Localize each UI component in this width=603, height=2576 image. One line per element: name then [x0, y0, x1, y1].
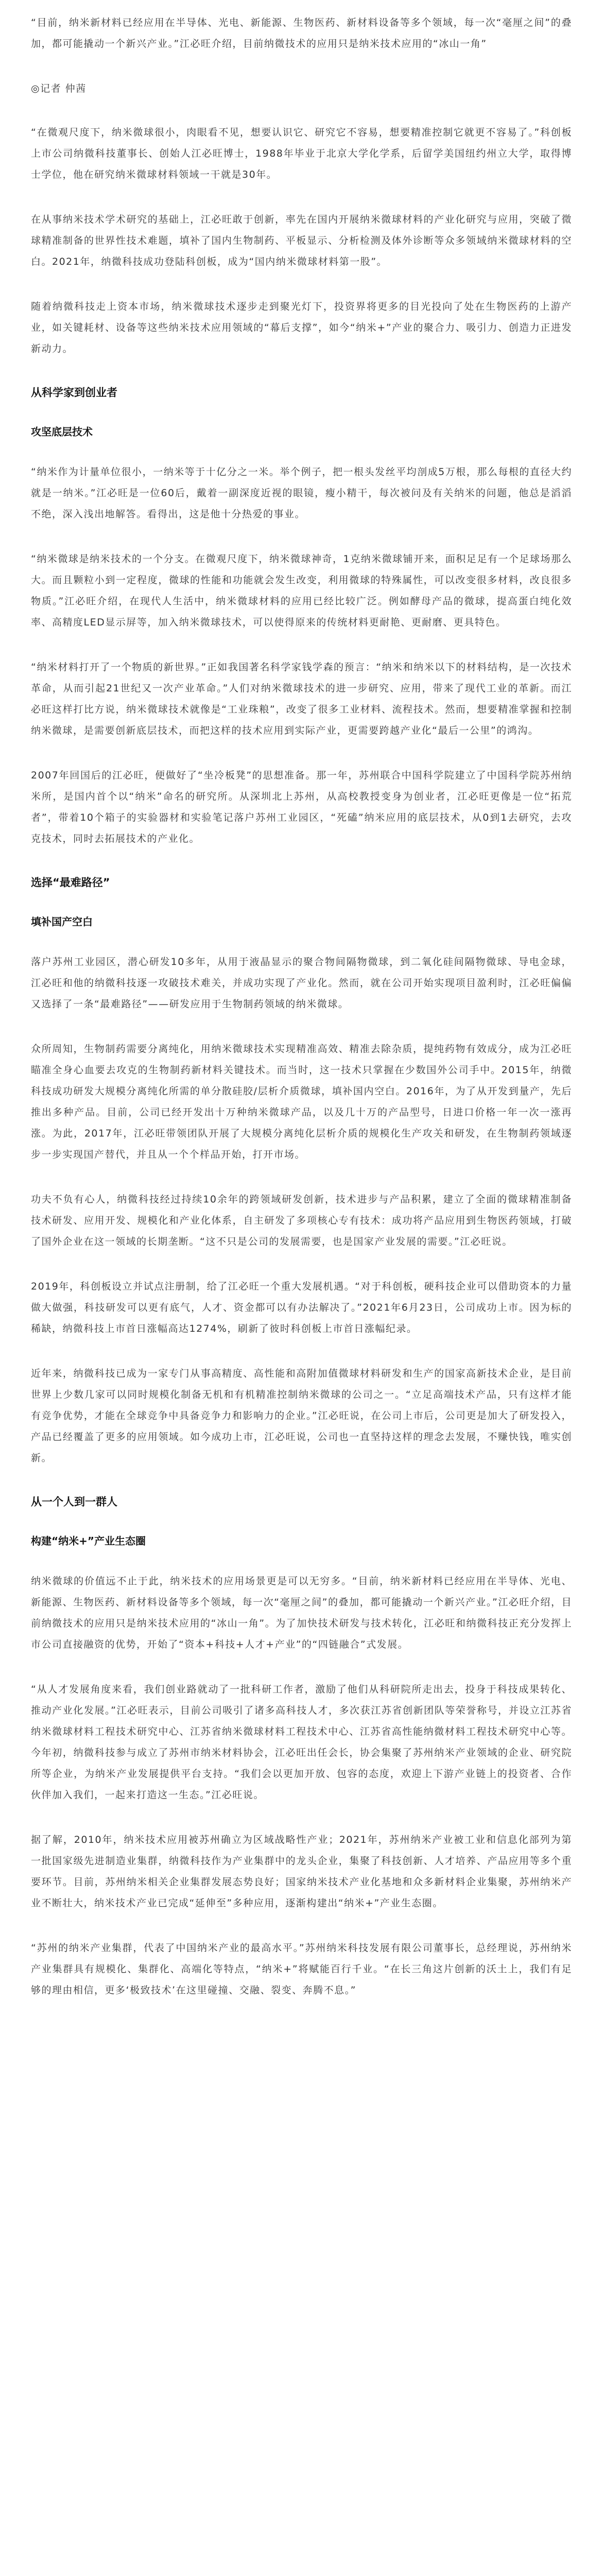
section-heading: 从一个人到一群人: [31, 1496, 117, 1508]
author-line: ◎记者 仲茜: [31, 83, 87, 94]
section-heading: 选择“最难路径”: [31, 876, 110, 889]
section-subheading: 攻坚底层技术: [31, 426, 93, 438]
paragraph: “从人才发展角度来看，我们创业路就动了一批科研工作者，激励了他们从科研院所走出去，投身于科技成果转化、推动产业化发展。”江必旺表示，目前公司吸引了诸多高科技人才，多次获江苏省创新团队等荣誉称号，并设立江苏省纳米微球材料工程技术研究中心、江苏省纳米微球材料工程技术中心、江苏省高性能纳微材料工程技术研究中心等。今年初，纳微科技参与成立了苏州市纳米材料协会，江必旺出任会长，协会集聚了苏州纳米产业领域的企业、研究院所等企业，为纳米产业发展提供平台支持。“我们会以更加开放、包容的态度，欢迎上下游产业链上的投资者、合作伙伴加入我们，一起来打造这一生态。”江必旺说。: [31, 1684, 572, 1801]
paragraph: 纳米微球的价值远不止于此，纳米技术的应用场景更是可以无穷多。“目前，纳米新材料已经应用在半导体、光电、新能源、生物医药、新材料设备等多个领域，每一次“毫厘之间”的叠加，都可能撬动一个新兴产业。”江必旺介绍，目前纳微技术的应用只是纳米技术应用的“冰山一角”。为了加快技术研发与技术转化，江必旺和纳微科技正充分发挥上市公司直接融资的优势，开始了“资本+科技+人才+产业”的“四链融合”式发展。: [31, 1575, 572, 1650]
paragraph: “苏州的纳米产业集群，代表了中国纳米产业的最高水平。”苏州纳米科技发展有限公司董事长，总经理说，苏州纳米产业集群具有规模化、集群化、高端化等特点，“纳米+”将赋能百行千业。“在长三角这片创新的沃土上，我们有足够的理由相信，更多‘极致技术’在这里碰撞、交融、裂变、奔腾不息。”: [31, 1942, 572, 1996]
paragraph: “纳米作为计量单位很小，一纳米等于十亿分之一米。举个例子，把一根头发丝平均剖成5万根，那么每根的直径大约就是一纳米。”江必旺是一位60后，戴着一副深度近视的眼镜，瘦小精干，每次被问及有关纳米的问题，他总是滔滔不绝，深入浅出地解答。看得出，这是他十分热爱的事业。: [31, 466, 572, 520]
paragraph: 在从事纳米技术学术研究的基础上，江必旺敢于创新，率先在国内开展纳米微球材料的产业化研究与应用，突破了微球精准制备的世界性技术难题，填补了国内生物制药、平板显示、分析检测及体外诊断等众多领域纳米微球材料的空白。2021年，纳微科技成功登陆科创板，成为“国内纳米微球材料第一股”。: [31, 214, 572, 267]
paragraph: 随着纳微科技走上资本市场，纳米微球技术逐步走到聚光灯下，投资界将更多的目光投向了处在生物医药的上游产业，如关键耗材、设备等这些纳米技术应用领域的“幕后支撑”，如今“纳米+”产业的聚合力、吸引力、创造力正进发新动力。: [31, 301, 572, 354]
paragraph: 功夫不负有心人，纳微科技经过持续10余年的跨领域研发创新，技术进步与产品积累，建立了全面的微球精准制备技术研发、应用开发、规模化和产业化体系，自主研发了多项核心专有技术：成功将产品应用到生物医药领域，打破了国外企业在这一领域的长期垄断。“这不只是公司的发展需要，也是国家产业发展的需要。”江必旺说。: [31, 1194, 572, 1247]
paragraph: 2007年回国后的江必旺，便做好了“坐冷板凳”的思想准备。那一年，苏州联合中国科学院建立了中国科学院苏州纳米所，是国内首个以“纳米”命名的研究所。从深圳北上苏州，从高校教授变身为创业者，江必旺更像是一位“拓荒者”，带着10个箱子的实验器材和实验笔记落户苏州工业园区，“死磕”纳米应用的底层技术，从0到1去研究，去攻克技术，同时去拓展技术的产业化。: [31, 770, 572, 844]
paragraph: 2019年，科创板设立并试点注册制，给了江必旺一个重大发展机遇。“对于科创板，硬科技企业可以借助资本的力量做大做强，科技研发可以更有底气，人才、资金都可以有办法解决了。”2021年6月23日，公司成功上市。因为标的稀缺，纳微科技上市首日涨幅高达1274%，刷新了彼时科创板上市首日涨幅纪录。: [31, 1281, 572, 1334]
section-heading: 从科学家到创业者: [31, 386, 117, 399]
paragraph: “在微观尺度下，纳米微球很小，肉眼看不见，想要认识它、研究它不容易，想要精准控制它就更不容易了。”科创板上市公司纳微科技董事长、创始人江必旺博士，1988年毕业于北京大学化学系，后留学美国纽约州立大学，取得博士学位，他在研究纳米微球材料领域一干就是30年。: [31, 127, 572, 180]
paragraph: 据了解，2010年，纳米技术应用被苏州确立为区域战略性产业；2021年，苏州纳米产业被工业和信息化部列为第一批国家级先进制造业集群，纳微科技作为产业集群中的龙头企业，集聚了科技创新、人才培养、产品应用等多个重要环节。目前，苏州纳米相关企业集群发展态势良好；国家纳米技术产业化基地和众多新材料企业集聚，苏州纳米产业不断壮大，纳米技术产业已完成“延伸至”多种应用，逐渐构建出“纳米+”产业生态圈。: [31, 1834, 572, 1909]
paragraph: 众所周知，生物制药需要分离纯化，用纳米微球技术实现精准高效、精准去除杂质，提纯药物有效成分，成为江必旺瞄准全身心血要去攻克的生物制药新材料关键技术。而当时，这一技术只掌握在少数国外公司手中。2015年，纳微科技成功研发大规模分离纯化所需的单分散硅胶/层析介质微球，填补国内空白。2016年，为了从开发到量产，先后推出多种产品。目前，公司已经开发出十万种纳米微球产品，以及几十万的产品型号，日进口价格一年一次一涨再涨。为此，2017年，江必旺带领团队开展了大规模分离纯化层析介质的规模化生产攻关和研发，在生物制药领域逐步一步实现国产替代，并且从一个个样品开始，打开市场。: [31, 1043, 572, 1160]
paragraph: “纳米微球是纳米技术的一个分支。在微观尺度下，纳米微球神奇，1克纳米微球铺开来，面积足足有一个足球场那么大。而且颗粒小到一定程度，微球的性能和功能就会发生改变，利用微球的特殊属性，可以改变很多材料，改良很多物质。”江必旺介绍，在现代人生活中，纳米微球材料的应用已经比较广泛。例如酵母产品的微球，提高蛋白纯化效率、高精度LED显示屏等，加入纳米微球技术，可以使得原来的传统材料更耐艳、更耐磨、更具特色。: [31, 553, 572, 628]
paragraph: “目前，纳米新材料已经应用在半导体、光电、新能源、生物医药、新材料设备等多个领域，每一次“毫厘之间”的叠加，都可能撬动一个新兴产业。”江必旺介绍，目前纳微技术的应用只是纳米技术应用的“冰山一角”: [31, 17, 572, 49]
paragraph: “纳米材料打开了一个物质的新世界。”正如我国著名科学家钱学森的预言：“纳米和纳米以下的材料结构，是一次技术革命，从而引起21世纪又一次产业革命。”人们对纳米微球技术的进一步研究、应用，带来了现代工业的革新。而江必旺这样打比方说，纳米微球技术就像是“工业珠粮”，改变了很多工业材料、流程技术。然而，想要精准掌握和控制纳米微球，是需要创新底层技术，而把这样的技术应用到实际产业，更需要跨越产业化“最后一公里”的鸿沟。: [31, 662, 572, 736]
section-subheading: 构建“纳米+”产业生态圈: [31, 1535, 146, 1547]
paragraph: 近年来，纳微科技已成为一家专门从事高精度、高性能和高附加值微球材料研发和生产的国家高新技术企业，是目前世界上少数几家可以同时规模化制备无机和有机精准控制纳米微球的公司之一。“立足高端技术产品，只有这样才能有竞争优势，才能在全球竞争中具备竞争力和影响力的企业。”江必旺说，在公司上市后，公司更是加大了研发投入，产品已经覆盖了更多的应用领域。如今成功上市，江必旺说，公司也一直坚持这样的理念去发展，不赚快钱，唯实创新。: [31, 1368, 572, 1464]
section-subheading: 填补国产空白: [31, 916, 93, 928]
paragraph: 落户苏州工业园区，潜心研发10多年，从用于液晶显示的聚合物间隔物微球，到二氧化硅间隔物微球、导电金球，江必旺和他的纳微科技逐一攻破技术难关，并成功实现了产业化。然而，就在公司开始实现项目盈利时，江必旺偏偏又选择了一条“最难路径”——研发应用于生物制药领域的纳米微球。: [31, 956, 572, 1010]
